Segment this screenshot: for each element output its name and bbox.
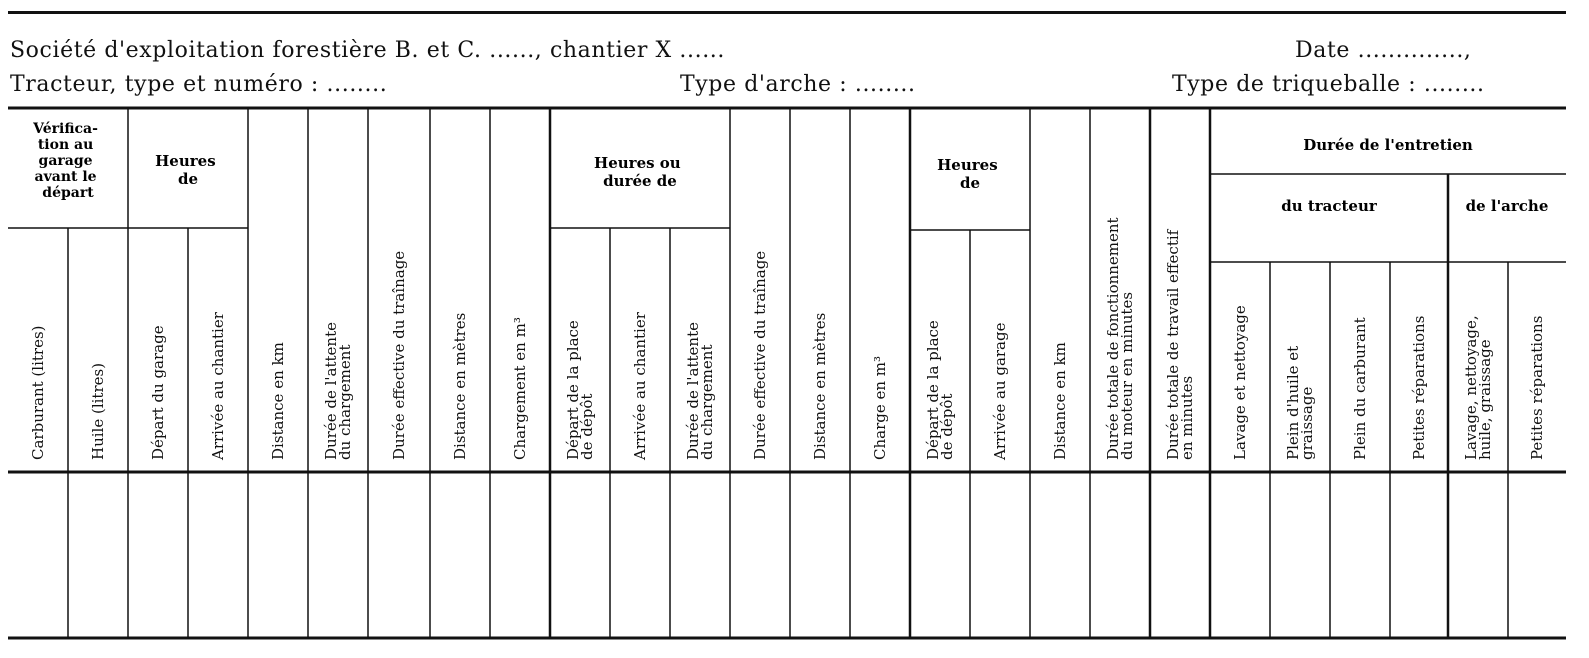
verification-line: avant le bbox=[34, 169, 97, 185]
company-line: Société d'exploitation forestière B. et C. ......, chantier X ...... bbox=[10, 38, 725, 63]
column-label-line: Lavage et nettoyage bbox=[1231, 305, 1249, 460]
column-label-15 bbox=[871, 356, 889, 460]
column-label-line: Lavage, nettoyage, bbox=[1462, 315, 1480, 460]
column-label-20 bbox=[1164, 228, 1196, 460]
column-label-17 bbox=[991, 322, 1009, 461]
column-label-line: Petites réparations bbox=[1528, 315, 1546, 460]
column-label-4 bbox=[209, 311, 227, 461]
column-label-13 bbox=[751, 251, 769, 460]
column-label-line: Départ de la place bbox=[564, 320, 582, 460]
column-label-line: Durée de l'attente bbox=[684, 322, 702, 460]
column-label-line: en minutes bbox=[1178, 375, 1196, 460]
arch-type-field: Type d'arche : ........ bbox=[680, 72, 916, 97]
entretien-group-header: Durée de l'entretien bbox=[1303, 136, 1473, 154]
verification-line: départ bbox=[42, 185, 94, 201]
header-line: Heures bbox=[155, 152, 216, 170]
arche-subgroup-header: de l'arche bbox=[1465, 197, 1549, 215]
column-label-9 bbox=[511, 317, 529, 460]
column-label-line: Huile (litres) bbox=[89, 362, 107, 460]
column-label-14 bbox=[811, 313, 829, 460]
column-label-8 bbox=[451, 313, 469, 460]
header-line: Heures ou bbox=[594, 154, 681, 172]
column-label-10 bbox=[564, 320, 596, 460]
column-label-line: du chargement bbox=[336, 344, 354, 460]
column-label-2 bbox=[89, 363, 107, 460]
column-label-line: Durée de l'attente bbox=[322, 322, 340, 460]
column-label-line: Distance en mètres bbox=[451, 312, 469, 460]
date-field: Date .............., bbox=[1295, 38, 1472, 63]
tractor-field: Tracteur, type et numéro : ........ bbox=[10, 72, 388, 97]
verification-line: tion au bbox=[37, 137, 94, 153]
column-label-line: de dépôt bbox=[578, 393, 596, 460]
column-label-line: Départ de la place bbox=[924, 320, 942, 460]
column-label-5 bbox=[269, 342, 287, 460]
column-labels bbox=[29, 217, 1546, 461]
column-label-line: Distance en km bbox=[1051, 342, 1069, 460]
header-line: durée de bbox=[603, 172, 677, 190]
column-label-line: Arrivée au chantier bbox=[209, 312, 227, 460]
column-label-line: Arrivée au chantier bbox=[631, 312, 649, 460]
column-label-16 bbox=[924, 320, 956, 460]
column-label-line: du chargement bbox=[698, 344, 716, 460]
heures-de-group-header bbox=[155, 152, 221, 188]
column-label-line: Charge en m³ bbox=[871, 355, 889, 460]
column-label-24 bbox=[1410, 316, 1428, 460]
tracteur-subgroup-header: du tracteur bbox=[1281, 197, 1377, 215]
verification-group-header bbox=[32, 121, 103, 201]
column-label-line: Départ du garage bbox=[149, 325, 167, 460]
column-label-7 bbox=[390, 251, 408, 460]
header-line: Heures bbox=[937, 156, 998, 174]
column-label-23 bbox=[1351, 317, 1369, 460]
column-label-line: Distance en km bbox=[269, 342, 287, 460]
column-label-19 bbox=[1104, 217, 1136, 460]
column-label-12 bbox=[684, 322, 716, 460]
verification-line: Vérifica- bbox=[33, 121, 98, 137]
column-label-22 bbox=[1284, 346, 1316, 460]
column-label-1 bbox=[29, 326, 47, 461]
column-label-line: du moteur en minutes bbox=[1118, 291, 1136, 460]
column-label-line: Durée effective du traînage bbox=[390, 250, 408, 460]
column-label-line: Durée effective du traînage bbox=[751, 250, 769, 460]
column-label-25 bbox=[1462, 315, 1494, 460]
column-label-3 bbox=[149, 325, 167, 460]
column-label-line: huile, graissage bbox=[1476, 339, 1494, 460]
column-label-line: Durée totale de travail effectif bbox=[1164, 229, 1182, 460]
column-label-26 bbox=[1528, 316, 1546, 460]
column-label-line: graissage bbox=[1298, 386, 1316, 460]
column-label-line: Chargement en m³ bbox=[511, 317, 529, 460]
column-label-18 bbox=[1051, 342, 1069, 460]
table-grid bbox=[8, 108, 1566, 638]
column-label-line: de dépôt bbox=[938, 393, 956, 460]
column-label-line: Carburant (litres) bbox=[29, 325, 47, 460]
header-line: de bbox=[959, 174, 981, 192]
column-label-11 bbox=[631, 311, 649, 461]
header-line: de bbox=[177, 170, 199, 188]
column-label-line: Plein du carburant bbox=[1351, 317, 1369, 460]
verification-line: garage bbox=[38, 153, 93, 169]
heures-ou-duree-group-header bbox=[594, 154, 686, 190]
triqueballe-type-field: Type de triqueballe : ........ bbox=[1172, 72, 1485, 97]
column-label-line: Arrivée au garage bbox=[991, 322, 1009, 460]
column-label-line: Durée totale de fonctionnement bbox=[1104, 217, 1122, 460]
column-label-line: Distance en mètres bbox=[811, 312, 829, 460]
heures-de-return-group-header bbox=[937, 156, 1003, 192]
column-label-6 bbox=[322, 322, 354, 460]
column-label-line: Plein d'huile et bbox=[1284, 345, 1302, 460]
column-label-line: Petites réparations bbox=[1410, 315, 1428, 460]
column-label-21 bbox=[1231, 305, 1249, 460]
